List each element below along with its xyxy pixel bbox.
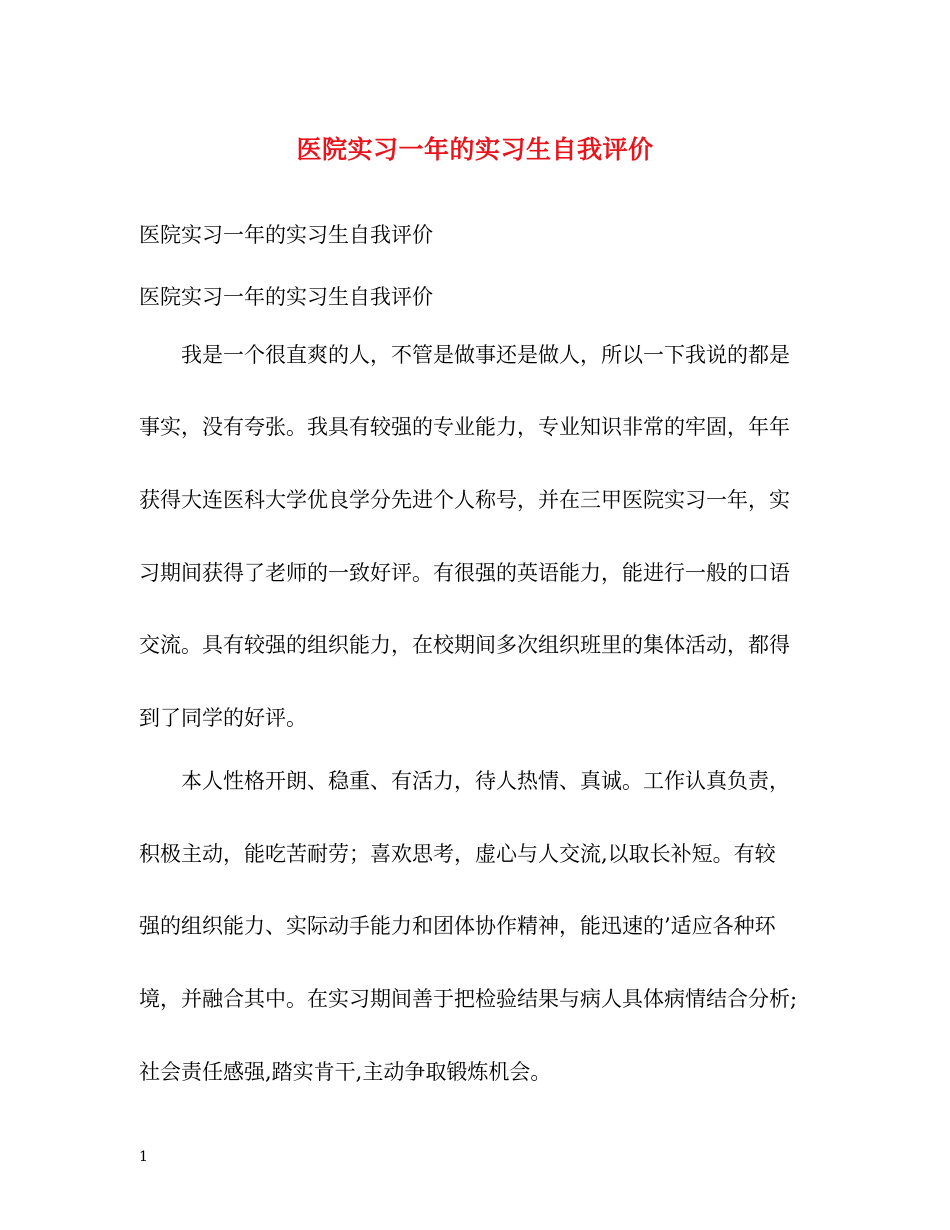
subtitle-line: 医院实习一年的实习生自我评价 xyxy=(139,223,433,247)
paragraph-line: 本人性格开朗、稳重、有活力，待人热情、真诚。工作认真负责， xyxy=(181,769,790,793)
paragraph-line: 强的组织能力、实际动手能力和团体协作精神，能迅速的’适应各种环 xyxy=(139,914,776,938)
paragraph-line: 习期间获得了老师的一致好评。有很强的英语能力，能进行一般的口语 xyxy=(139,561,790,585)
paragraph-line: 社会责任感强,踏实肯干,主动争取锻炼机会。 xyxy=(139,1060,552,1084)
paragraph-line: 交流。具有较强的组织能力，在校期间多次组织班里的集体活动，都得 xyxy=(139,633,790,657)
paragraph-line: 境，并融合其中。在实习期间善于把检验结果与病人具体病情结合分析; xyxy=(139,987,798,1011)
paragraph-line: 获得大连医科大学优良学分先进个人称号，并在三甲医院实习一年，实 xyxy=(139,488,790,512)
page-number: 1 xyxy=(139,1149,148,1165)
subtitle-line: 医院实习一年的实习生自我评价 xyxy=(139,285,433,309)
paragraph-line: 积极主动，能吃苦耐劳；喜欢思考，虚心与人交流,以取长补短。有较 xyxy=(139,842,776,866)
paragraph-line: 我是一个很直爽的人，不管是做事还是做人，所以一下我说的都是 xyxy=(181,343,790,367)
paragraph-line: 到了同学的好评。 xyxy=(139,706,307,730)
document-title: 医院实习一年的实习生自我评价 xyxy=(296,135,654,164)
paragraph-line: 事实，没有夸张。我具有较强的专业能力，专业知识非常的牢固，年年 xyxy=(139,415,790,439)
